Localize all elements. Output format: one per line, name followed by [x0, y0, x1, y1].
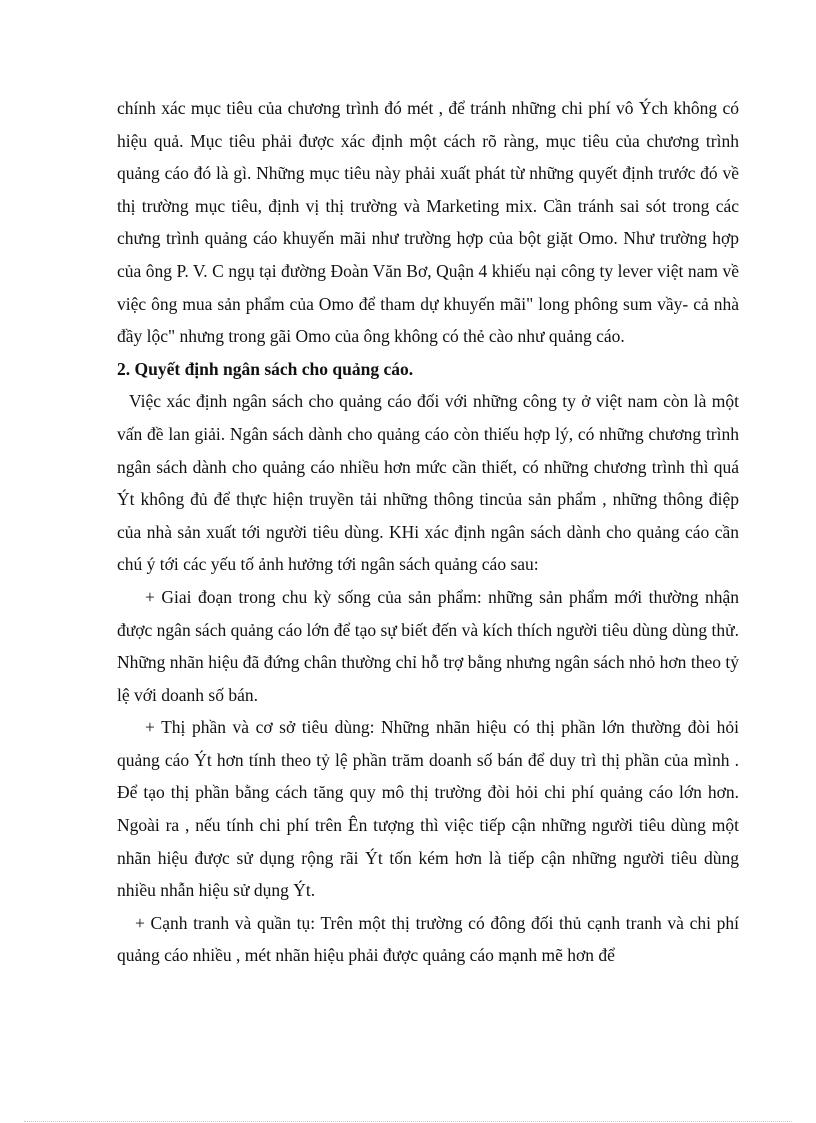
section-heading-advertising-budget: 2. Quyết định ngân sách cho quảng cáo.: [117, 358, 414, 379]
paragraph-budget-intro: Việc xác định ngân sách cho quảng cáo đối với những công ty ở việt nam còn là một vấn đề lan giải. Ngân sách dành cho quảng cáo còn thiếu hợp lý, có những chương trình ngân sách dành cho quảng cáo nhiều hơn mức cần thiết, có những chương trình thì quá Ýt không đủ để thực hiện truyền tải những thông tincủa sản phẩm , những thông điệp của nhà sản xuất tới người tiêu dùng. KHi xác định ngân sách dành cho quảng cáo cần chú ý tới các yếu tố ảnh hưởng tới ngân sách quảng cáo sau:: [117, 391, 739, 575]
page-bottom-divider: [24, 1121, 792, 1122]
paragraph-advertising-objectives: chính xác mục tiêu của chương trình đó mét , để tránh những chi phí vô Ých không có hiệu quả. Mục tiêu phải được xác định một cách rõ ràng, mục tiêu của chương trình quảng cáo đó là gì. Những mục tiêu này phải xuất phát từ những quyết định trước đó về thị trường mục tiêu, định vị thị trường và Marketing mix. Cần tránh sai sót trong các chưng trình quảng cáo khuyến mãi như trường hợp của bột giặt Omo. Như trường hợp của ông P. V. C ngụ tại đường Đoàn Văn Bơ, Quận 4 khiếu nại công ty lever việt nam về việc ông mua sản phẩm của Omo để tham dự khuyến mãi" long phông sum vầy- cả nhà đầy lộc" nhưng trong gãi Omo của ông không có thẻ cào như quảng cáo.: [117, 98, 739, 347]
paragraph-competition: + Cạnh tranh và quần tụ: Trên một thị trường có đông đối thủ cạnh tranh và chi phí quảng cáo nhiều , mét nhãn hiệu phải được quảng cáo mạnh mẽ hơn để: [117, 912, 739, 966]
page-content: [117, 92, 739, 972]
paragraph-product-life-cycle: + Giai đoạn trong chu kỳ sống của sản phẩm: những sản phẩm mới thường nhận được ngân sách quảng cáo lớn để tạo sự biết đến và kích thích người tiêu dùng dùng thử. Những nhãn hiệu đã đứng chân thường chỉ hỗ trợ bằng nhưng ngân sách nhỏ hơn theo tỷ lệ với doanh số bán.: [117, 586, 739, 705]
paragraph-market-share: + Thị phần và cơ sở tiêu dùng: Những nhãn hiệu có thị phần lớn thường đòi hỏi quảng cáo Ýt hơn tính theo tỷ lệ phần trăm doanh số bán để duy trì thị phần của mình . Để tạo thị phần bằng cách tăng quy mô thị trường đòi hỏi chi phí quảng cáo lớn hơn. Ngoài ra , nếu tính chi phí trên Ên tượng thì việc tiếp cận những người tiêu dùng một nhãn hiệu được sử dụng rộng rãi Ýt tốn kém hơn là tiếp cận những người tiêu dùng nhiều nhẫn hiệu sử dụng Ýt.: [117, 717, 739, 901]
